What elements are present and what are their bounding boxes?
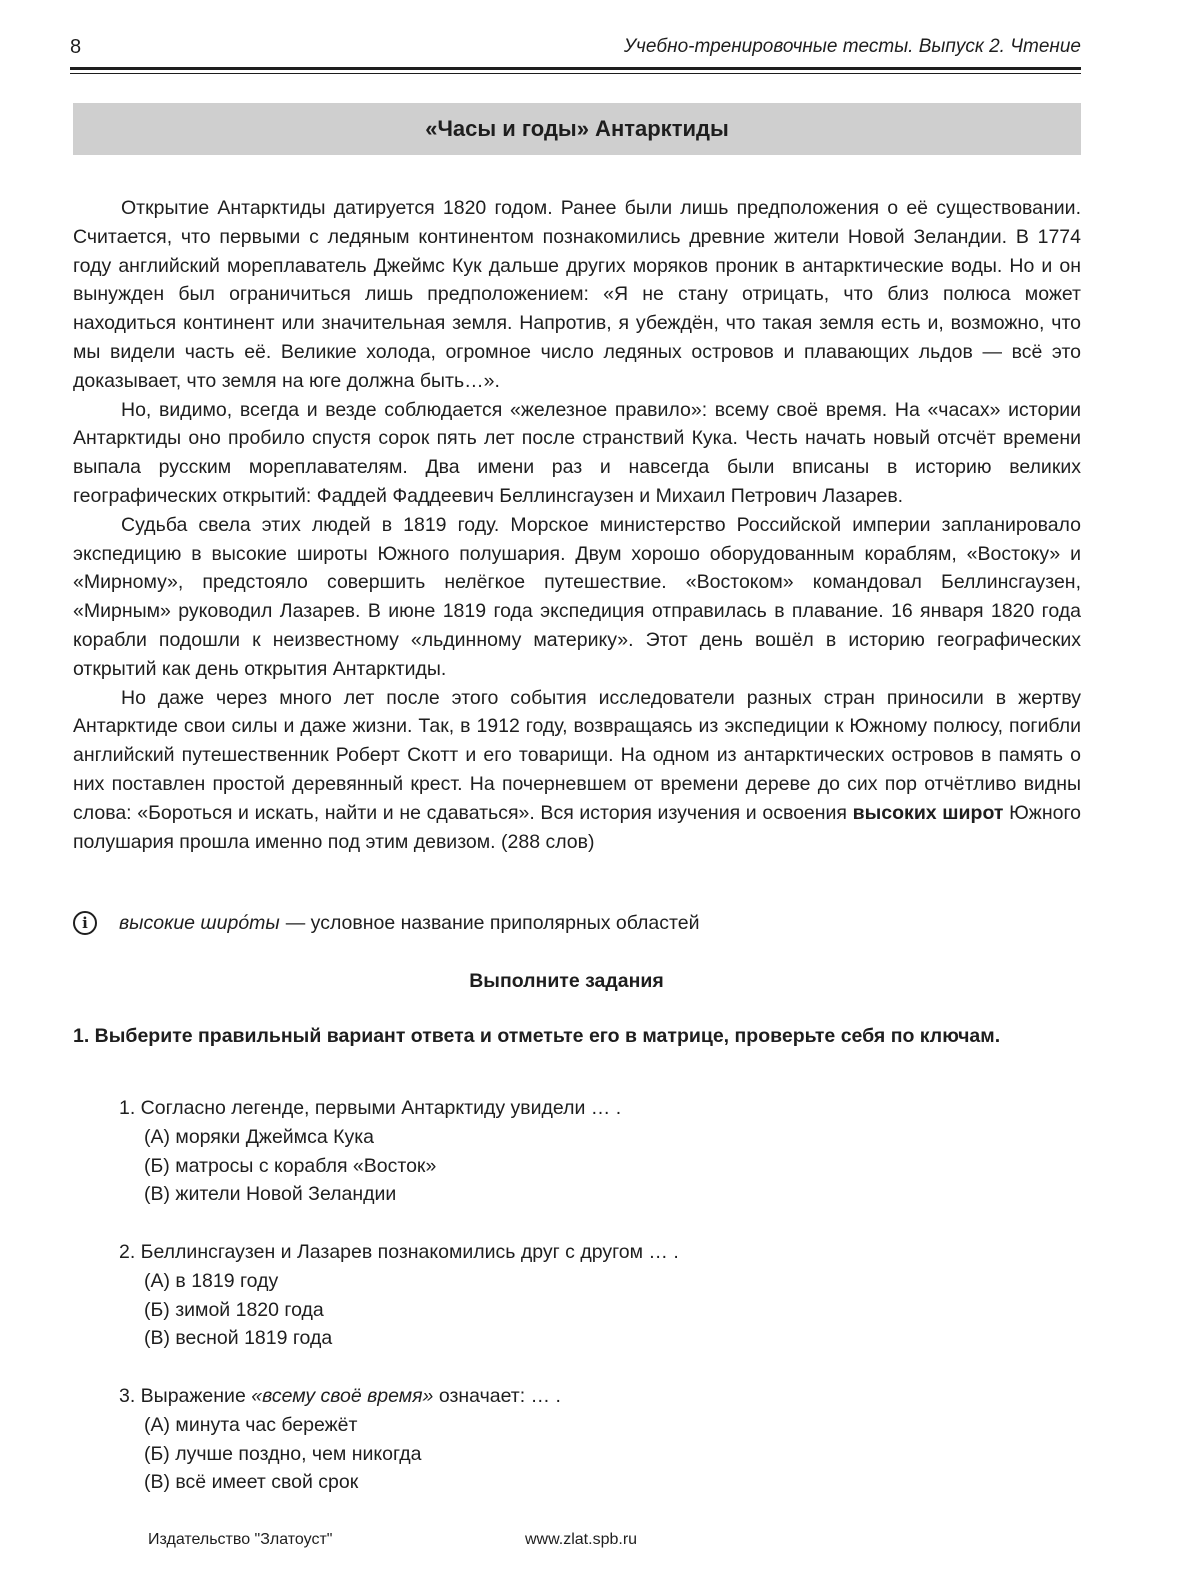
question xyxy=(119,1094,679,1209)
paragraph-4-text-end: Южного полушария прошла именно под этим девизом. (288 слов) xyxy=(73,801,1081,853)
task-1-instruction: 1. Выберите правильный вариант ответа и отметьте его в матрице, проверьте себя по ключам. xyxy=(73,1025,1001,1047)
paragraph-1: Открытие Антарктиды датируется 1820 годом. Ранее были лишь предположения о её существовании. Считается, что первыми с ледяным континентом познакомились древние жители Новой Зеландии. В 1774 году английский мореплаватель Джеймс Кук дальше других моряков проник в антарктические воды. Но и он вынужден был ограничиться лишь предположением: «Я не стану отрицать, что близ полюса может находиться континент или значительная земля. Напротив, я убеждён, что такая земля есть и, возможно, что мы видели часть её. Великие холода, огромное число ледяных островов и плавающих льдов — всё это доказывает, что земля на юге должна быть…». xyxy=(73,197,1081,392)
answer-option: (Б) матросы с корабля «Восток» xyxy=(144,1154,437,1177)
reading-text xyxy=(73,194,1081,856)
page-number: 8 xyxy=(70,36,82,58)
footnote-definition: — условное название приполярных областей xyxy=(285,912,700,934)
info-icon: i xyxy=(73,911,97,935)
header-rule-thin xyxy=(70,73,1081,74)
title-band xyxy=(73,103,1081,155)
answer-options xyxy=(119,1123,679,1209)
question-stem-italic: «всему своё время» xyxy=(251,1384,434,1407)
question xyxy=(119,1238,679,1353)
answer-option: (В) жители Новой Зеландии xyxy=(144,1183,397,1206)
answer-option: (А) моряки Джеймса Кука xyxy=(144,1125,375,1148)
question-stem-text: 3. Выражение xyxy=(119,1384,252,1407)
answer-option: (Б) лучше поздно, чем никогда xyxy=(144,1442,422,1465)
paragraph-3: Судьба свела этих людей в 1819 году. Морское министерство Российской империи запланировало экспедицию в высокие широты Южного полушария. Двум хорошо оборудованным кораблям, «Востоку» и «Мирному», предстояло совершить нелёгкое путешествие. «Востоком» командовал Беллинсгаузен, «Мирным» руководил Лазарев. В июне 1819 года экспедиция отправилась в плавание. 16 января 1820 года корабли подошли к неизвестному «льдинному материку». Этот день вошёл в историю географических открытий как день открытия Антарктиды. xyxy=(73,513,1081,680)
answer-option: (А) минута час бережёт xyxy=(144,1413,358,1436)
answer-option: (В) весной 1819 года xyxy=(144,1327,333,1350)
running-header: Учебно-тренировочные тесты. Выпуск 2. Чтение xyxy=(623,36,1081,57)
question xyxy=(119,1382,679,1497)
paragraph-4-text-start: Но даже через много лет после этого события исследователи разных стран приносили в жертву Антарктиде свои силы и даже жизни. Так, в 1912 году, возвращаясь из экспедиции к Южному полюсу, погибли английский путешественник Роберт Скотт и его товарищи. На одном из антарктических островов в память о них поставлен простой деревянный крест. На почерневшем от времени дереве до сих пор отчётливо видны слова: «Бороться и искать, найти и не сдаваться». Вся история изучения и освоения xyxy=(73,686,1081,824)
header-rule-thick xyxy=(70,67,1081,70)
footnote-term: высокие широ́ты xyxy=(119,912,280,934)
paragraph-2: Но, видимо, всегда и везде соблюдается «железное правило»: всему своё время. На «часах» истории Антарктиды оно пробило спустя сорок пять лет после странствий Кука. Честь начать новый отсчёт времени выпала русским мореплавателям. Два имени раз и навсегда были вписаны в историю великих географических открытий: Фаддей Фаддеевич Беллинсгаузен и Михаил Петрович Лазарев. xyxy=(73,398,1081,507)
answer-option: (А) в 1819 году xyxy=(144,1269,279,1292)
highlighted-term: высоких широт xyxy=(852,801,1004,824)
footer-publisher: Издательство "Златоуст" xyxy=(148,1531,333,1548)
answer-options xyxy=(119,1411,679,1497)
question-stem xyxy=(119,1094,679,1123)
answer-options xyxy=(119,1267,679,1353)
answer-option: (Б) зимой 1820 года xyxy=(144,1298,324,1321)
question-stem-text: 2. Беллинсгаузен и Лазарев познакомились друг с другом … . xyxy=(119,1240,679,1263)
page-title: «Часы и годы» Антарктиды xyxy=(425,116,729,141)
paragraph-4 xyxy=(73,684,1081,857)
questions-list xyxy=(119,1094,679,1526)
answer-option: (В) всё имеет свой срок xyxy=(144,1471,359,1494)
question-stem xyxy=(119,1238,679,1267)
tasks-heading: Выполните задания xyxy=(469,970,664,992)
question-stem-text: 1. Согласно легенде, первыми Антарктиду увидели … . xyxy=(119,1097,622,1119)
footnote xyxy=(73,909,699,937)
footer-url: www.zlat.spb.ru xyxy=(525,1531,638,1548)
question-stem xyxy=(119,1382,679,1411)
question-stem-tail: означает: … . xyxy=(433,1384,561,1407)
